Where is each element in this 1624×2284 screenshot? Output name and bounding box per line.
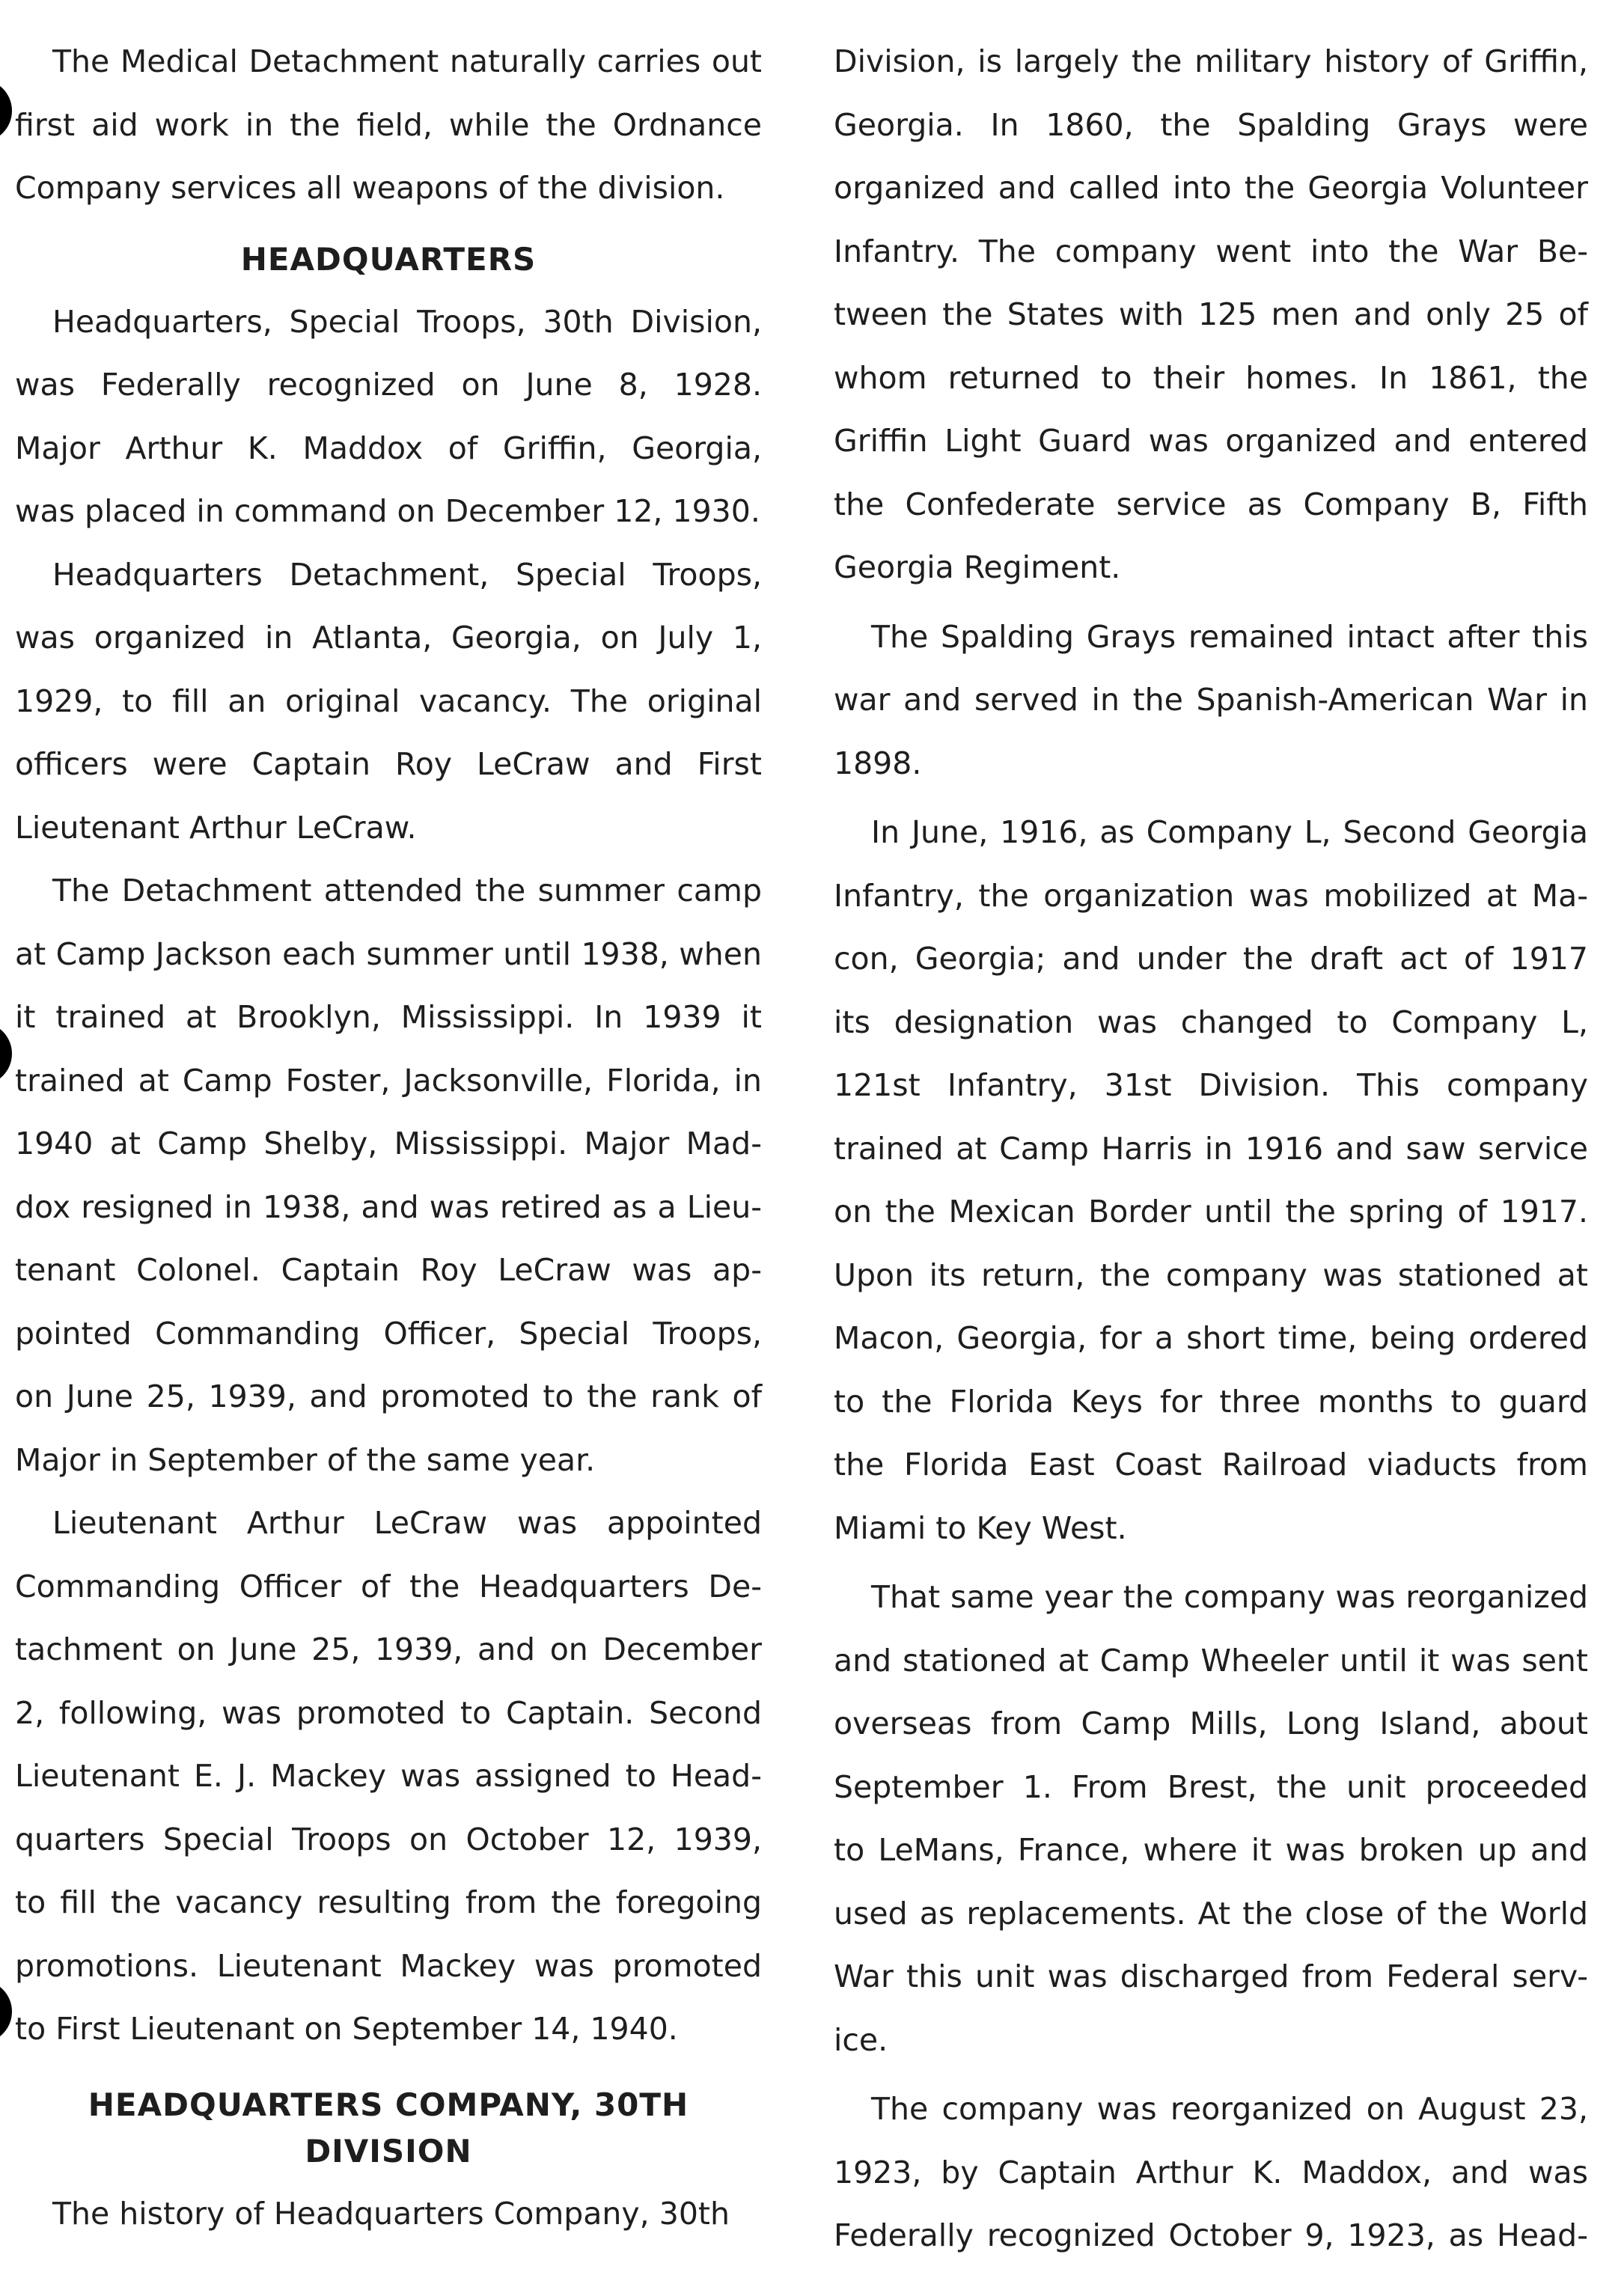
text-line: Griffin Light Guard was organized and entered xyxy=(834,423,1588,459)
text-line: tenant Colonel. Captain Roy LeCraw was ap- xyxy=(15,1252,762,1288)
text-line: at Camp Jackson each summer until 1938, when xyxy=(15,935,762,972)
text-line: to the Florida Keys for three months to guard xyxy=(834,1383,1588,1420)
text-line: first aid work in the field, while the Ordnance xyxy=(15,106,762,143)
text-line: Commanding Officer of the Headquarters De- xyxy=(15,1568,762,1604)
text-line: Headquarters Detachment, Special Troops, xyxy=(52,556,762,593)
text-line: war and served in the Spanish-American War in xyxy=(834,682,1588,718)
text-line: 2, following, was promoted to Captain. Second xyxy=(15,1694,762,1731)
text-line: the Confederate service as Company B, Fifth xyxy=(834,486,1588,522)
left-column xyxy=(15,30,762,2245)
text-line: War this unit was discharged from Federal serv- xyxy=(834,1958,1588,1994)
punch-hole xyxy=(0,1022,12,1085)
section-heading xyxy=(15,2082,762,2175)
paragraph xyxy=(834,801,1588,1560)
text-line: was placed in command on December 12, 1930. xyxy=(15,493,760,529)
paragraph xyxy=(834,1566,1588,2071)
text-line: The Detachment attended the summer camp xyxy=(52,873,762,909)
text-line: Macon, Georgia, for a short time, being ordered xyxy=(834,1320,1588,1356)
text-line: quarters Special Troops on October 12, 1939, xyxy=(15,1821,762,1857)
text-line: to fill the vacancy resulting from the foregoing xyxy=(15,1884,762,1920)
text-line: its designation was changed to Company L, xyxy=(834,1004,1588,1040)
text-line: In June, 1916, as Company L, Second Georgia xyxy=(871,814,1588,850)
text-line: The Medical Detachment naturally carries out xyxy=(52,43,762,79)
section-heading: HEADQUARTERS xyxy=(240,240,537,278)
text-line: Georgia Regiment. xyxy=(834,549,1121,585)
text-line: Infantry, the organization was mobilized at Ma- xyxy=(834,877,1588,914)
text-line: 1923, by Captain Arthur K. Maddox, and was xyxy=(834,2154,1588,2190)
text-line: Upon its return, the company was stationed at xyxy=(834,1256,1588,1293)
heading-line: HEADQUARTERS COMPANY, 30TH xyxy=(88,2086,689,2123)
paragraph xyxy=(15,1491,762,2061)
text-line: on June 25, 1939, and promoted to the rank of xyxy=(15,1378,762,1414)
text-line: That same year the company was reorganized xyxy=(871,1579,1588,1615)
text-line: Headquarters, Special Troops, 30th Division, xyxy=(52,303,762,340)
text-line: Lieutenant Arthur LeCraw was appointed xyxy=(52,1505,762,1541)
text-line: to LeMans, France, where it was broken up and xyxy=(834,1832,1588,1868)
text-line: September 1. From Brest, the unit proceeded xyxy=(834,1768,1588,1805)
text-line: 1940 at Camp Shelby, Mississippi. Major Mad- xyxy=(15,1126,762,1161)
text-line: Major in September of the same year. xyxy=(15,1441,596,1478)
text-line: trained at Camp Harris in 1916 and saw service xyxy=(834,1130,1588,1167)
paragraph xyxy=(15,543,762,860)
text-line: The Spalding Grays remained intact after this xyxy=(871,618,1588,655)
text-line: Miami to Key West. xyxy=(834,1509,1127,1546)
text-line: it trained at Brooklyn, Mississippi. In 1939 it xyxy=(15,999,762,1035)
paragraph xyxy=(15,859,762,1491)
text-line: whom returned to their homes. In 1861, the xyxy=(834,359,1588,396)
paragraph xyxy=(15,290,762,543)
text-line: con, Georgia; and under the draft act of 1917 xyxy=(834,941,1588,977)
text-line: Company services all weapons of the division. xyxy=(15,170,725,206)
right-column xyxy=(834,30,1588,2274)
text-line: The history of Headquarters Company, 30th xyxy=(52,2195,730,2232)
text-line: Lieutenant E. J. Mackey was assigned to Head- xyxy=(15,1758,762,1794)
text-line: tween the States with 125 men and only 25 of xyxy=(834,296,1588,332)
text-line: ice. xyxy=(834,2021,888,2058)
text-line: dox resigned in 1938, and was retired as a Lieu- xyxy=(15,1188,762,1225)
text-line: 121st Infantry, 31st Division. This company xyxy=(834,1067,1588,1103)
text-line: on the Mexican Border until the spring of 1917. xyxy=(834,1194,1588,1230)
paragraph xyxy=(834,2077,1588,2268)
text-line: Infantry. The company went into the War Be- xyxy=(834,233,1588,269)
paragraph xyxy=(834,30,1588,599)
text-line: Georgia. In 1860, the Spalding Grays were xyxy=(834,106,1588,143)
paragraph xyxy=(15,30,762,220)
paragraph xyxy=(834,605,1588,796)
punch-hole xyxy=(0,1980,12,2043)
text-line: the Florida East Coast Railroad viaducts from xyxy=(834,1447,1588,1483)
text-line: Federally recognized October 9, 1923, as Head- xyxy=(834,2217,1588,2253)
text-line: tachment on June 25, 1939, and on December xyxy=(15,1631,762,1667)
text-line: pointed Commanding Officer, Special Troops, xyxy=(15,1315,762,1352)
paragraph xyxy=(15,2182,762,2246)
text-line: officers were Captain Roy LeCraw and First xyxy=(15,746,762,782)
text-line: Major Arthur K. Maddox of Griffin, Georgia, xyxy=(15,430,762,466)
heading-line: DIVISION xyxy=(305,2132,472,2170)
text-line: 1929, to fill an original vacancy. The original xyxy=(15,683,762,719)
text-line: to First Lieutenant on September 14, 1940. xyxy=(15,2011,678,2047)
text-line: The company was reorganized on August 23, xyxy=(871,2091,1588,2127)
text-line: trained at Camp Foster, Jacksonville, Florida, in xyxy=(15,1062,762,1099)
text-line: was organized in Atlanta, Georgia, on July 1, xyxy=(15,620,762,656)
text-line: was Federally recognized on June 8, 1928. xyxy=(15,367,762,403)
punch-hole xyxy=(0,79,12,142)
text-line: 1898. xyxy=(834,745,922,781)
text-line: promotions. Lieutenant Mackey was promoted xyxy=(15,1947,762,1984)
text-line: organized and called into the Georgia Volunteer xyxy=(834,170,1588,206)
text-line: Lieutenant Arthur LeCraw. xyxy=(15,809,417,846)
text-line: and stationed at Camp Wheeler until it was sent xyxy=(834,1642,1588,1679)
text-line: overseas from Camp Mills, Long Island, about xyxy=(834,1706,1588,1741)
text-line: used as replacements. At the close of the World xyxy=(834,1895,1588,1932)
text-line: Division, is largely the military history of Griffin, xyxy=(834,43,1588,79)
